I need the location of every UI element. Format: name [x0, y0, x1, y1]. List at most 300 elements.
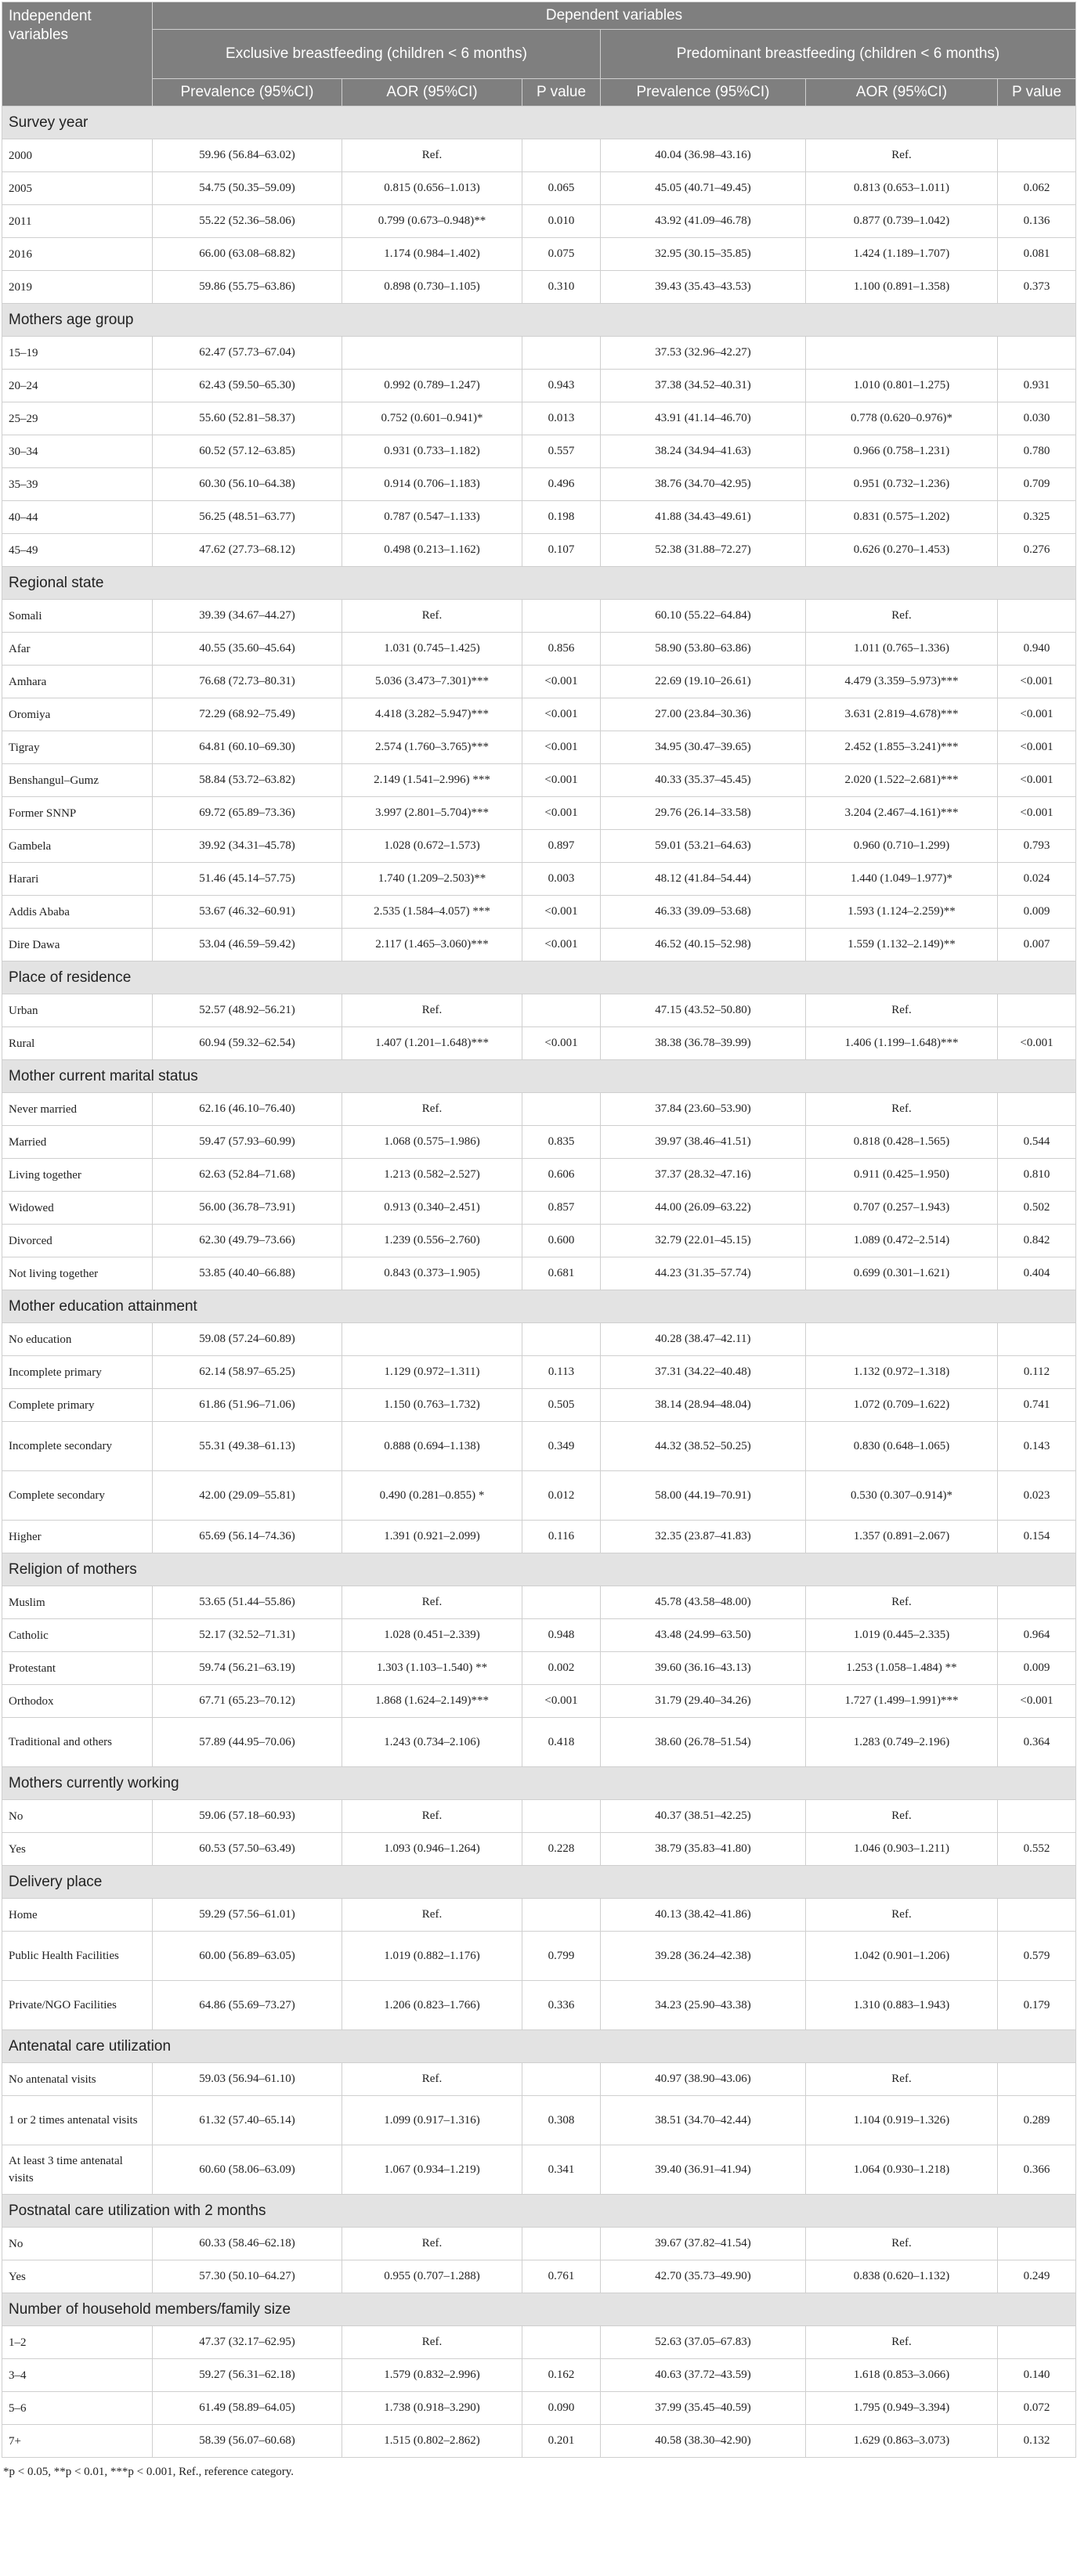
ebf-aor-cell: 1.129 (0.972–1.311) [342, 1356, 522, 1389]
pbf-prevalence-cell: 38.79 (35.83–41.80) [601, 1833, 806, 1866]
pbf-aor-cell: 3.204 (2.467–4.161)*** [806, 797, 998, 830]
row-label: Widowed [2, 1192, 153, 1225]
pbf-pvalue-cell: 0.132 [998, 2425, 1076, 2458]
ebf-prevalence-cell: 57.89 (44.95–70.06) [153, 1718, 342, 1767]
table-row [2, 1356, 1076, 1389]
pbf-aor-cell: Ref. [806, 994, 998, 1027]
pbf-aor-cell: 1.046 (0.903–1.211) [806, 1833, 998, 1866]
ebf-prevalence-cell: 61.32 (57.40–65.14) [153, 2096, 342, 2145]
table-row [2, 370, 1076, 402]
pbf-aor-cell: 0.699 (0.301–1.621) [806, 1257, 998, 1290]
row-label: 2000 [2, 139, 153, 172]
ebf-prevalence-cell: 40.55 (35.60–45.64) [153, 633, 342, 666]
ebf-pvalue-cell: 0.557 [522, 435, 601, 468]
pbf-prevalence-cell: 29.76 (26.14–33.58) [601, 797, 806, 830]
ebf-prevalence-cell: 58.39 (56.07–60.68) [153, 2425, 342, 2458]
pbf-pvalue-cell: 0.964 [998, 1619, 1076, 1652]
header-ebf-prevalence: Prevalence (95%CI) [153, 79, 342, 106]
ebf-aor-cell: 0.898 (0.730–1.105) [342, 271, 522, 304]
ebf-pvalue-cell: 0.948 [522, 1619, 601, 1652]
ebf-pvalue-cell: 0.835 [522, 1126, 601, 1159]
pbf-pvalue-cell [998, 2326, 1076, 2359]
pbf-pvalue-cell: 0.552 [998, 1833, 1076, 1866]
ebf-prevalence-cell: 72.29 (68.92–75.49) [153, 698, 342, 731]
ebf-pvalue-cell: 0.496 [522, 468, 601, 501]
section-title: Mother education attainment [2, 1290, 1076, 1323]
ebf-aor-cell: 0.955 (0.707–1.288) [342, 2260, 522, 2293]
pbf-aor-cell: Ref. [806, 2228, 998, 2260]
ebf-prevalence-cell: 52.17 (32.52–71.31) [153, 1619, 342, 1652]
pbf-pvalue-cell: 0.842 [998, 1225, 1076, 1257]
row-label: Dire Dawa [2, 929, 153, 961]
row-label: Divorced [2, 1225, 153, 1257]
table-row [2, 797, 1076, 830]
ebf-aor-cell: 1.243 (0.734–2.106) [342, 1718, 522, 1767]
row-label: 25–29 [2, 402, 153, 435]
ebf-prevalence-cell: 60.53 (57.50–63.49) [153, 1833, 342, 1866]
table-row [2, 2425, 1076, 2458]
pbf-aor-cell: 0.960 (0.710–1.299) [806, 830, 998, 863]
row-label: 5–6 [2, 2392, 153, 2425]
ebf-aor-cell: 1.868 (1.624–2.149)*** [342, 1685, 522, 1718]
pbf-prevalence-cell: 38.24 (34.94–41.63) [601, 435, 806, 468]
ebf-aor-cell: 1.019 (0.882–1.176) [342, 1932, 522, 1981]
pbf-prevalence-cell: 39.97 (38.46–41.51) [601, 1126, 806, 1159]
row-label: Urban [2, 994, 153, 1027]
ebf-aor-cell: 1.206 (0.823–1.766) [342, 1981, 522, 2030]
pbf-aor-cell: 1.011 (0.765–1.336) [806, 633, 998, 666]
ebf-pvalue-cell: 0.418 [522, 1718, 601, 1767]
ebf-prevalence-cell: 69.72 (65.89–73.36) [153, 797, 342, 830]
row-label: Complete primary [2, 1389, 153, 1422]
row-label: Somali [2, 600, 153, 633]
table-body [2, 2, 1076, 2458]
pbf-prevalence-cell: 34.95 (30.47–39.65) [601, 731, 806, 764]
pbf-pvalue-cell: 0.140 [998, 2359, 1076, 2392]
ebf-prevalence-cell: 53.85 (40.40–66.88) [153, 1257, 342, 1290]
pbf-pvalue-cell: 0.373 [998, 271, 1076, 304]
pbf-prevalence-cell: 40.33 (35.37–45.45) [601, 764, 806, 797]
table-row [2, 764, 1076, 797]
table-footnote: *p < 0.05, **p < 0.01, ***p < 0.001, Ref., reference category. [3, 2466, 294, 2478]
pbf-prevalence-cell: 38.14 (28.94–48.04) [601, 1389, 806, 1422]
ebf-aor-cell: 1.031 (0.745–1.425) [342, 633, 522, 666]
ebf-pvalue-cell: 0.681 [522, 1257, 601, 1290]
pbf-aor-cell: 1.104 (0.919–1.326) [806, 2096, 998, 2145]
pbf-aor-cell [806, 337, 998, 370]
table-row [2, 172, 1076, 205]
pbf-prevalence-cell: 32.79 (22.01–45.15) [601, 1225, 806, 1257]
ebf-pvalue-cell [522, 1586, 601, 1619]
row-label: 30–34 [2, 435, 153, 468]
ebf-prevalence-cell: 59.96 (56.84–63.02) [153, 139, 342, 172]
results-table [2, 2, 1076, 2458]
pbf-prevalence-cell: 40.04 (36.98–43.16) [601, 139, 806, 172]
section-title: Antenatal care utilization [2, 2030, 1076, 2063]
ebf-pvalue-cell [522, 139, 601, 172]
pbf-prevalence-cell: 37.31 (34.22–40.48) [601, 1356, 806, 1389]
ebf-prevalence-cell: 59.86 (55.75–63.86) [153, 271, 342, 304]
ebf-pvalue-cell: 0.897 [522, 830, 601, 863]
ebf-aor-cell: Ref. [342, 1586, 522, 1619]
ebf-prevalence-cell: 62.30 (49.79–73.66) [153, 1225, 342, 1257]
table-row [2, 1800, 1076, 1833]
table-row [2, 2063, 1076, 2096]
table-row [2, 2096, 1076, 2145]
pbf-aor-cell: Ref. [806, 1800, 998, 1833]
pbf-prevalence-cell: 37.37 (28.32–47.16) [601, 1159, 806, 1192]
pbf-aor-cell: 4.479 (3.359–5.973)*** [806, 666, 998, 698]
header-pbf-prevalence: Prevalence (95%CI) [601, 79, 806, 106]
ebf-aor-cell: 1.028 (0.672–1.573) [342, 830, 522, 863]
pbf-prevalence-cell: 44.23 (31.35–57.74) [601, 1257, 806, 1290]
ebf-prevalence-cell: 55.22 (52.36–58.06) [153, 205, 342, 238]
pbf-prevalence-cell: 37.84 (23.60–53.90) [601, 1093, 806, 1126]
header-exclusive-breastfeeding: Exclusive breastfeeding (children < 6 months) [153, 30, 601, 79]
pbf-pvalue-cell [998, 337, 1076, 370]
row-label: Not living together [2, 1257, 153, 1290]
ebf-aor-cell: 0.931 (0.733–1.182) [342, 435, 522, 468]
ebf-pvalue-cell: 0.341 [522, 2145, 601, 2195]
ebf-prevalence-cell: 52.57 (48.92–56.21) [153, 994, 342, 1027]
ebf-pvalue-cell [522, 1899, 601, 1932]
ebf-aor-cell: 0.992 (0.789–1.247) [342, 370, 522, 402]
pbf-pvalue-cell: 0.062 [998, 172, 1076, 205]
pbf-aor-cell: 3.631 (2.819–4.678)*** [806, 698, 998, 731]
pbf-aor-cell: 1.629 (0.863–3.073) [806, 2425, 998, 2458]
table-row [2, 896, 1076, 929]
ebf-aor-cell: 0.914 (0.706–1.183) [342, 468, 522, 501]
table-row [2, 1619, 1076, 1652]
table-row [2, 830, 1076, 863]
section-header-row [2, 1866, 1076, 1899]
pbf-prevalence-cell: 40.97 (38.90–43.06) [601, 2063, 806, 2096]
table-row [2, 863, 1076, 896]
pbf-prevalence-cell: 60.10 (55.22–64.84) [601, 600, 806, 633]
pbf-aor-cell: 0.831 (0.575–1.202) [806, 501, 998, 534]
row-label: Afar [2, 633, 153, 666]
pbf-pvalue-cell: 0.179 [998, 1981, 1076, 2030]
ebf-aor-cell: 1.028 (0.451–2.339) [342, 1619, 522, 1652]
pbf-pvalue-cell: 0.780 [998, 435, 1076, 468]
pbf-pvalue-cell: 0.023 [998, 1471, 1076, 1521]
pbf-prevalence-cell: 43.48 (24.99–63.50) [601, 1619, 806, 1652]
row-label: 40–44 [2, 501, 153, 534]
pbf-prevalence-cell: 47.15 (43.52–50.80) [601, 994, 806, 1027]
row-label: No [2, 2228, 153, 2260]
row-label: 1 or 2 times antenatal visits [2, 2096, 153, 2145]
ebf-pvalue-cell: 0.600 [522, 1225, 601, 1257]
table-row [2, 666, 1076, 698]
ebf-aor-cell: 1.579 (0.832–2.996) [342, 2359, 522, 2392]
row-label: Orthodox [2, 1685, 153, 1718]
ebf-aor-cell: 1.303 (1.103–1.540) ** [342, 1652, 522, 1685]
ebf-prevalence-cell: 59.03 (56.94–61.10) [153, 2063, 342, 2096]
pbf-pvalue-cell: 0.081 [998, 238, 1076, 271]
ebf-aor-cell: 0.815 (0.656–1.013) [342, 172, 522, 205]
row-label: Yes [2, 1833, 153, 1866]
header-predominant-breastfeeding: Predominant breastfeeding (children < 6 months) [601, 30, 1076, 79]
ebf-pvalue-cell: 0.075 [522, 238, 601, 271]
section-title: Religion of mothers [2, 1553, 1076, 1586]
section-header-row [2, 2195, 1076, 2228]
pbf-pvalue-cell: <0.001 [998, 666, 1076, 698]
section-header-row [2, 1553, 1076, 1586]
table-row [2, 1093, 1076, 1126]
pbf-aor-cell: Ref. [806, 1899, 998, 1932]
pbf-pvalue-cell: <0.001 [998, 797, 1076, 830]
table-row [2, 1521, 1076, 1553]
row-label: Incomplete secondary [2, 1422, 153, 1471]
pbf-aor-cell: 1.064 (0.930–1.218) [806, 2145, 998, 2195]
table-row [2, 1159, 1076, 1192]
ebf-prevalence-cell: 54.75 (50.35–59.09) [153, 172, 342, 205]
pbf-aor-cell: Ref. [806, 1586, 998, 1619]
table-row [2, 2228, 1076, 2260]
pbf-pvalue-cell: <0.001 [998, 698, 1076, 731]
ebf-pvalue-cell: 0.002 [522, 1652, 601, 1685]
header-pbf-pvalue: P value [998, 79, 1076, 106]
ebf-pvalue-cell: <0.001 [522, 797, 601, 830]
ebf-aor-cell: 0.787 (0.547–1.133) [342, 501, 522, 534]
pbf-prevalence-cell: 44.32 (38.52–50.25) [601, 1422, 806, 1471]
ebf-prevalence-cell: 65.69 (56.14–74.36) [153, 1521, 342, 1553]
ebf-aor-cell: 2.574 (1.760–3.765)*** [342, 731, 522, 764]
ebf-pvalue-cell: 0.113 [522, 1356, 601, 1389]
table-row [2, 633, 1076, 666]
ebf-aor-cell: 0.752 (0.601–0.941)* [342, 402, 522, 435]
pbf-aor-cell: 0.530 (0.307–0.914)* [806, 1471, 998, 1521]
table-row [2, 1932, 1076, 1981]
pbf-prevalence-cell: 44.00 (26.09–63.22) [601, 1192, 806, 1225]
pbf-prevalence-cell: 46.33 (39.09–53.68) [601, 896, 806, 929]
pbf-prevalence-cell: 27.00 (23.84–30.36) [601, 698, 806, 731]
table-row [2, 2359, 1076, 2392]
ebf-aor-cell: 2.535 (1.584–4.057) *** [342, 896, 522, 929]
ebf-prevalence-cell: 39.92 (34.31–45.78) [153, 830, 342, 863]
ebf-aor-cell: 0.843 (0.373–1.905) [342, 1257, 522, 1290]
ebf-prevalence-cell: 61.86 (51.96–71.06) [153, 1389, 342, 1422]
pbf-pvalue-cell [998, 1323, 1076, 1356]
ebf-prevalence-cell: 60.30 (56.10–64.38) [153, 468, 342, 501]
row-label: Gambela [2, 830, 153, 863]
section-header-row [2, 961, 1076, 994]
ebf-pvalue-cell: 0.799 [522, 1932, 601, 1981]
pbf-pvalue-cell: 0.009 [998, 1652, 1076, 1685]
pbf-aor-cell: 1.100 (0.891–1.358) [806, 271, 998, 304]
ebf-pvalue-cell: 0.012 [522, 1471, 601, 1521]
row-label: Higher [2, 1521, 153, 1553]
ebf-aor-cell: 1.093 (0.946–1.264) [342, 1833, 522, 1866]
table-row [2, 1389, 1076, 1422]
table-row [2, 139, 1076, 172]
pbf-aor-cell: 2.020 (1.522–2.681)*** [806, 764, 998, 797]
pbf-prevalence-cell: 39.67 (37.82–41.54) [601, 2228, 806, 2260]
ebf-aor-cell: 1.239 (0.556–2.760) [342, 1225, 522, 1257]
ebf-pvalue-cell: <0.001 [522, 1027, 601, 1060]
ebf-pvalue-cell [522, 1093, 601, 1126]
ebf-pvalue-cell: 0.349 [522, 1422, 601, 1471]
pbf-pvalue-cell: 0.741 [998, 1389, 1076, 1422]
row-label: Yes [2, 2260, 153, 2293]
ebf-aor-cell: 1.150 (0.763–1.732) [342, 1389, 522, 1422]
pbf-pvalue-cell: 0.931 [998, 370, 1076, 402]
table-row [2, 1225, 1076, 1257]
pbf-aor-cell: 1.132 (0.972–1.318) [806, 1356, 998, 1389]
pbf-aor-cell: 1.406 (1.199–1.648)*** [806, 1027, 998, 1060]
row-label: No education [2, 1323, 153, 1356]
row-label: Traditional and others [2, 1718, 153, 1767]
ebf-prevalence-cell: 64.86 (55.69–73.27) [153, 1981, 342, 2030]
pbf-pvalue-cell: 0.289 [998, 2096, 1076, 2145]
table-row [2, 1833, 1076, 1866]
ebf-pvalue-cell: 0.013 [522, 402, 601, 435]
ebf-pvalue-cell: 0.857 [522, 1192, 601, 1225]
ebf-aor-cell: 0.498 (0.213–1.162) [342, 534, 522, 567]
pbf-pvalue-cell: 0.143 [998, 1422, 1076, 1471]
pbf-prevalence-cell: 38.51 (34.70–42.44) [601, 2096, 806, 2145]
row-label: No antenatal visits [2, 2063, 153, 2096]
ebf-pvalue-cell: 0.505 [522, 1389, 601, 1422]
pbf-pvalue-cell: 0.024 [998, 863, 1076, 896]
header-dependent-variables: Dependent variables [153, 2, 1076, 30]
pbf-prevalence-cell: 38.38 (36.78–39.99) [601, 1027, 806, 1060]
row-label: Complete secondary [2, 1471, 153, 1521]
pbf-aor-cell: 1.253 (1.058–1.484) ** [806, 1652, 998, 1685]
pbf-pvalue-cell: 0.404 [998, 1257, 1076, 1290]
table-row [2, 1899, 1076, 1932]
table-row [2, 1323, 1076, 1356]
pbf-aor-cell: 1.072 (0.709–1.622) [806, 1389, 998, 1422]
pbf-prevalence-cell: 58.00 (44.19–70.91) [601, 1471, 806, 1521]
table-row [2, 1422, 1076, 1471]
pbf-prevalence-cell: 37.99 (35.45–40.59) [601, 2392, 806, 2425]
ebf-prevalence-cell: 58.84 (53.72–63.82) [153, 764, 342, 797]
pbf-prevalence-cell: 32.35 (23.87–41.83) [601, 1521, 806, 1553]
ebf-pvalue-cell: <0.001 [522, 896, 601, 929]
ebf-pvalue-cell [522, 1800, 601, 1833]
pbf-aor-cell: 1.727 (1.499–1.991)*** [806, 1685, 998, 1718]
ebf-aor-cell: 0.799 (0.673–0.948)** [342, 205, 522, 238]
pbf-pvalue-cell: <0.001 [998, 1685, 1076, 1718]
ebf-aor-cell: 0.490 (0.281–0.855) * [342, 1471, 522, 1521]
pbf-aor-cell: 2.452 (1.855–3.241)*** [806, 731, 998, 764]
pbf-pvalue-cell: 0.007 [998, 929, 1076, 961]
row-label: 35–39 [2, 468, 153, 501]
ebf-prevalence-cell: 53.67 (46.32–60.91) [153, 896, 342, 929]
ebf-prevalence-cell: 62.47 (57.73–67.04) [153, 337, 342, 370]
table-row [2, 271, 1076, 304]
pbf-pvalue-cell: 0.810 [998, 1159, 1076, 1192]
ebf-prevalence-cell: 53.04 (46.59–59.42) [153, 929, 342, 961]
row-label: 2005 [2, 172, 153, 205]
row-label: Catholic [2, 1619, 153, 1652]
section-title: Postnatal care utilization with 2 months [2, 2195, 1076, 2228]
section-header-row [2, 1767, 1076, 1800]
ebf-prevalence-cell: 51.46 (45.14–57.75) [153, 863, 342, 896]
pbf-aor-cell: Ref. [806, 1093, 998, 1126]
ebf-prevalence-cell: 59.08 (57.24–60.89) [153, 1323, 342, 1356]
ebf-aor-cell [342, 337, 522, 370]
row-label: Muslim [2, 1586, 153, 1619]
ebf-pvalue-cell [522, 2063, 601, 2096]
section-header-row [2, 2030, 1076, 2063]
table-row [2, 534, 1076, 567]
ebf-aor-cell: Ref. [342, 1800, 522, 1833]
ebf-prevalence-cell: 59.29 (57.56–61.01) [153, 1899, 342, 1932]
ebf-aor-cell: 1.068 (0.575–1.986) [342, 1126, 522, 1159]
row-label: 3–4 [2, 2359, 153, 2392]
ebf-prevalence-cell: 47.62 (27.73–68.12) [153, 534, 342, 567]
section-header-row [2, 1060, 1076, 1093]
pbf-aor-cell: 1.424 (1.189–1.707) [806, 238, 998, 271]
table-container [2, 2, 1075, 2479]
table-row [2, 1586, 1076, 1619]
ebf-aor-cell: 1.407 (1.201–1.648)*** [342, 1027, 522, 1060]
row-label: 1–2 [2, 2326, 153, 2359]
table-row [2, 468, 1076, 501]
row-label: At least 3 time antenatal visits [2, 2145, 153, 2195]
row-label: 7+ [2, 2425, 153, 2458]
header-independent-variables: Independent variables [2, 2, 153, 106]
row-label: Rural [2, 1027, 153, 1060]
ebf-aor-cell: 4.418 (3.282–5.947)*** [342, 698, 522, 731]
ebf-prevalence-cell: 59.27 (56.31–62.18) [153, 2359, 342, 2392]
pbf-aor-cell [806, 1323, 998, 1356]
header-pbf-aor: AOR (95%CI) [806, 79, 998, 106]
pbf-aor-cell: 0.966 (0.758–1.231) [806, 435, 998, 468]
ebf-aor-cell: Ref. [342, 2063, 522, 2096]
pbf-prevalence-cell: 59.01 (53.21–64.63) [601, 830, 806, 863]
pbf-prevalence-cell: 45.05 (40.71–49.45) [601, 172, 806, 205]
pbf-aor-cell: Ref. [806, 600, 998, 633]
pbf-prevalence-cell: 32.95 (30.15–35.85) [601, 238, 806, 271]
ebf-aor-cell: 1.738 (0.918–3.290) [342, 2392, 522, 2425]
pbf-prevalence-cell: 41.88 (34.43–49.61) [601, 501, 806, 534]
ebf-pvalue-cell: 0.162 [522, 2359, 601, 2392]
table-row [2, 1685, 1076, 1718]
section-title: Number of household members/family size [2, 2293, 1076, 2326]
row-label: 2016 [2, 238, 153, 271]
ebf-aor-cell: 1.067 (0.934–1.219) [342, 2145, 522, 2195]
ebf-prevalence-cell: 56.25 (48.51–63.77) [153, 501, 342, 534]
table-row [2, 435, 1076, 468]
ebf-pvalue-cell [522, 600, 601, 633]
ebf-pvalue-cell: 0.606 [522, 1159, 601, 1192]
section-title: Survey year [2, 106, 1076, 139]
ebf-pvalue-cell: 0.116 [522, 1521, 601, 1553]
ebf-pvalue-cell: 0.090 [522, 2392, 601, 2425]
pbf-pvalue-cell: 0.366 [998, 2145, 1076, 2195]
section-title: Mother current marital status [2, 1060, 1076, 1093]
ebf-aor-cell: Ref. [342, 994, 522, 1027]
table-row [2, 2145, 1076, 2195]
pbf-prevalence-cell: 40.58 (38.30–42.90) [601, 2425, 806, 2458]
ebf-pvalue-cell: 0.228 [522, 1833, 601, 1866]
header-row-3 [2, 79, 1076, 106]
table-row [2, 2326, 1076, 2359]
row-label: Home [2, 1899, 153, 1932]
table-row [2, 929, 1076, 961]
section-header-row [2, 1290, 1076, 1323]
ebf-aor-cell: Ref. [342, 1093, 522, 1126]
pbf-pvalue-cell: <0.001 [998, 731, 1076, 764]
pbf-aor-cell: 0.813 (0.653–1.011) [806, 172, 998, 205]
ebf-aor-cell: 1.099 (0.917–1.316) [342, 2096, 522, 2145]
pbf-pvalue-cell: 0.276 [998, 534, 1076, 567]
ebf-prevalence-cell: 67.71 (65.23–70.12) [153, 1685, 342, 1718]
pbf-prevalence-cell: 40.37 (38.51–42.25) [601, 1800, 806, 1833]
